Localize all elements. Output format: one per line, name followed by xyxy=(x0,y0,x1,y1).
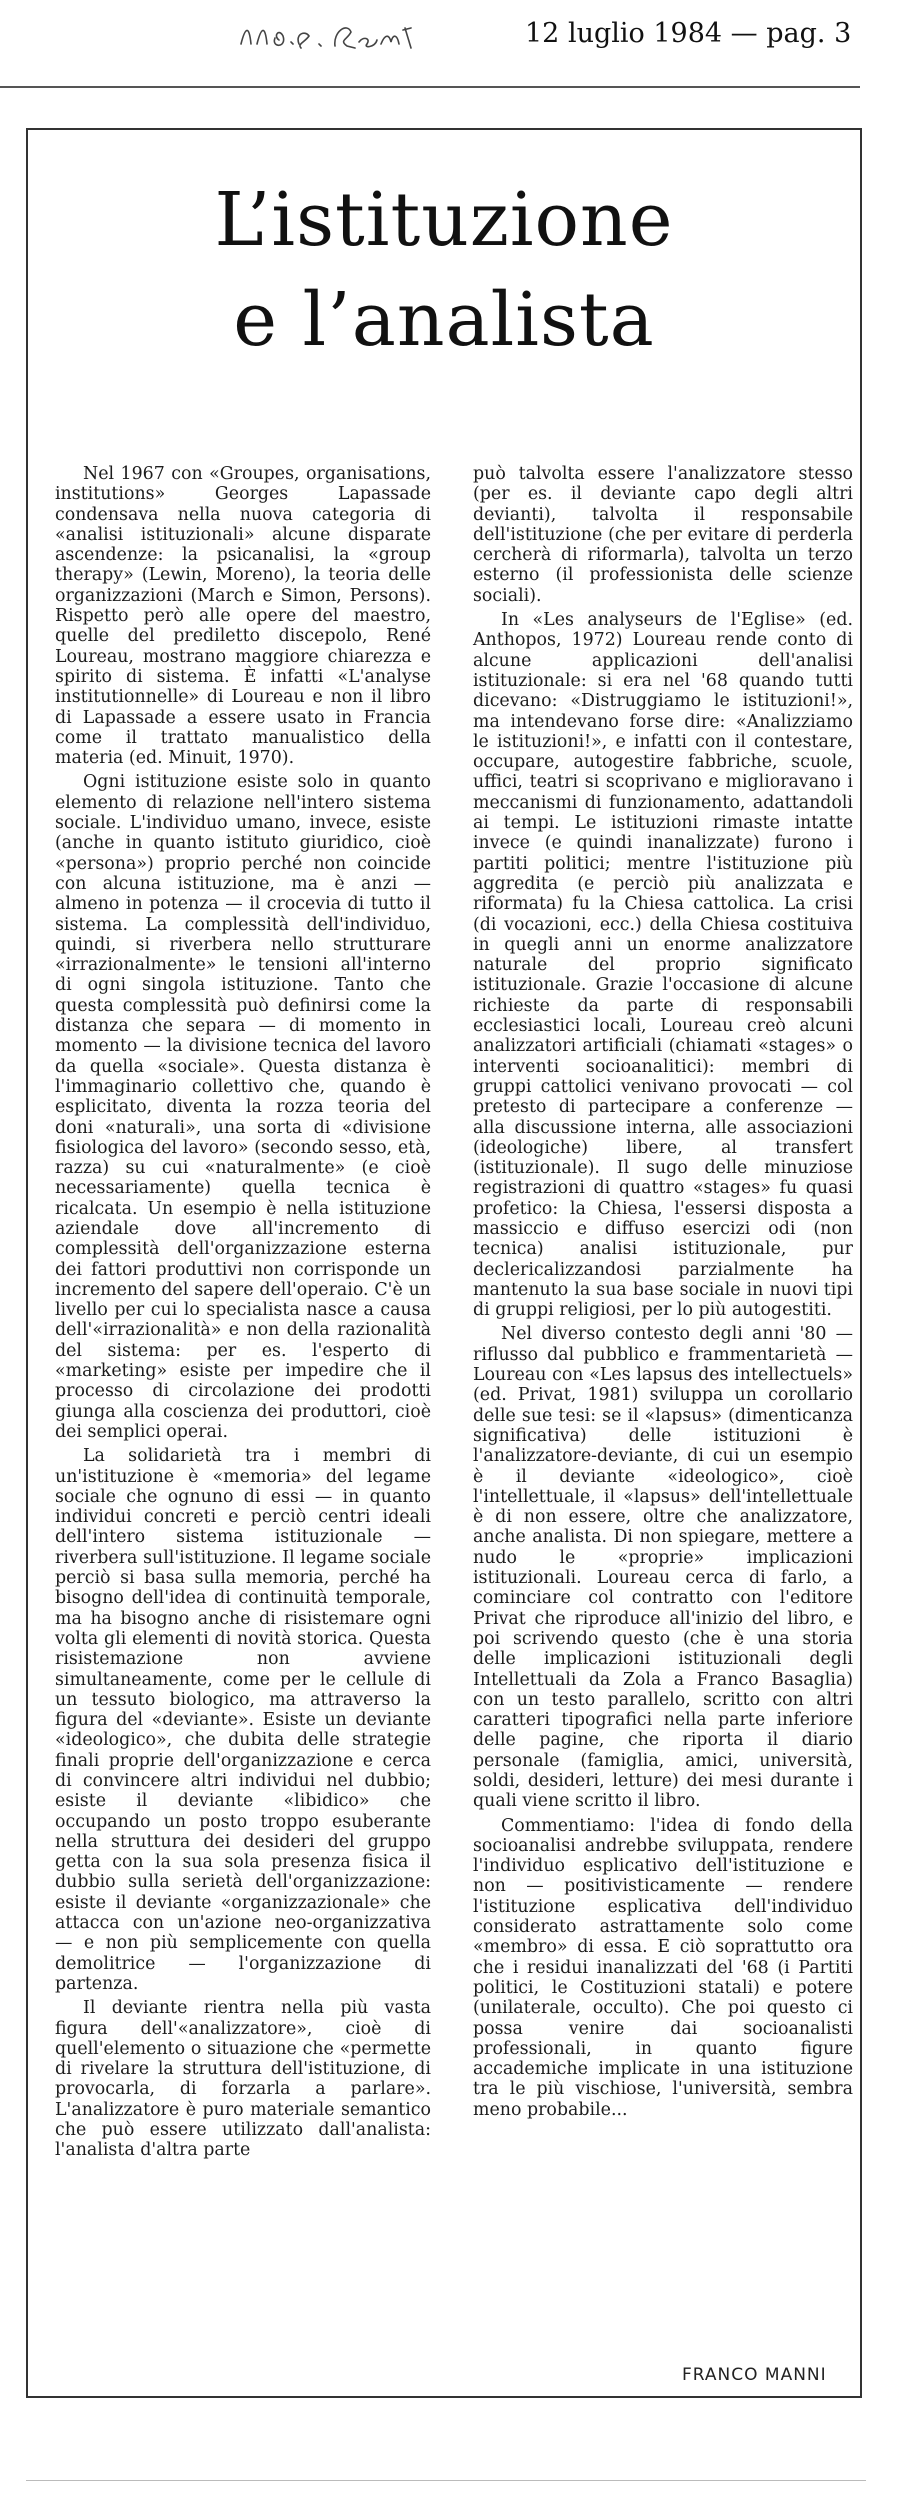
bottom-rule xyxy=(26,2480,866,2481)
paragraph: Il deviante rientra nella più vasta figura dell'«analizzatore», cioè di quell'elemento o situazione che «permette di rivelare la struttura dell'istituzione, di provocarla, di forzarla a parlare». L'analizzatore è puro materiale semantico che può essere utilizzato dall'analista: l'analista d'altra parte xyxy=(55,1998,431,2161)
paragraph: può talvolta essere l'analizzatore stesso (per es. il deviante capo degli altri devianti), talvolta il responsabile dell'istituzione (che per evitare di perderla cercherà di riformarla), talvolta un terzo esterno (il professionista delle scienze sociali). xyxy=(473,464,853,606)
author-signature: FRANCO MANNI xyxy=(682,2365,827,2385)
date-and-page: 12 luglio 1984 — pag. 3 xyxy=(525,18,852,49)
paragraph: Nel 1967 con «Groupes, organisations, institutions» Georges Lapassade condensava nella nuova categoria di «analisi istituzionali» alcune disparate ascendenze: la psicanalisi, la «group therapy» (Lewin, Moreno), la teoria delle organizzazioni (March e Simon, Persons). Rispetto però alle opere del maestro, quelle del prediletto discepolo, René Loureau, mostrano maggiore chiarezza e spirito di sistema. È infatti «L'analyse institutionnelle» di Loureau e non il libro di Lapassade a essere usato in Francia come il trattato manualistico della materia (ed. Minuit, 1970). xyxy=(55,464,431,769)
left-column xyxy=(55,464,431,2165)
paragraph: In «Les analyseurs de l'Eglise» (ed. Anthopos, 1972) Loureau rende conto di alcune applicazioni dell'analisi istituzionale: si era nel '68 quando tutti dicevano: «Distruggiamo le istituzioni!», ma intendevano forse dire: «Analizziamo le istituzioni!», e infatti con il contestare, occupare, autogestire fabbriche, scuole, uffici, teatri si scoprivano e miglioravano i meccanismi di funzionamento, adattandoli ai tempi. Le istituzioni rimaste intatte invece (e quindi inanalizzate) furono i partiti politici; mentre l'istituzione più aggredita (e perciò più analizzata e riformata) fu la Chiesa cattolica. La crisi (di vocazioni, ecc.) della Chiesa costituiva in quegli anni un enorme analizzatore naturale del proprio significato istituzionale. Grazie l'occasione di alcune richieste da parte di responsabili ecclesiastici locali, Loureau creò alcuni analizzatori artificiali (chiamati «stages» o interventi socioanalitici): membri di gruppi cattolici venivano provocati — col pretesto di partecipare a conferenze — alla discussione interna, alle associazioni (ideologiche) libere, al transfert (istituzionale). Il sugo delle minuziose registrazioni di quattro «stages» fu quasi profetico: la Chiesa, l'essersi disposta a massiccio e diffuso esercizi odi (non tecnica) analisi istituzionale, pur declericalizzandosi parzialmente ha mantenuto la sua base sociale in nuovi tipi di gruppi religiosi, per lo più autogestiti. xyxy=(473,610,853,1321)
title-line-2: e l’analista xyxy=(233,277,655,363)
handwritten-source-mark xyxy=(235,14,435,56)
paragraph: Nel diverso contesto degli anni '80 — riflusso dal pubblico e frammentarietà — Loureau con «Les lapsus des intellectuels» (ed. Privat, 1981) sviluppa un corollario delle sue tesi: se il «lapsus» (dimenticanza significativa) delle istituzioni è l'analizzatore-deviante, di cui un esempio è il deviante «ideologico», cioè l'intellettuale, il «lapsus» dell'intellettuale è di non essere, oltre che analizzatore, anche analista. Di non spiegare, mettere a nudo le «proprie» implicazioni istituzionali. Loureau cerca di farlo, a cominciare col contratto con l'editore Privat che riproduce all'inizio del libro, e poi scrivendo questo (che è una storia delle implicazioni istituzionali degli Intellettuali da Zola a Franco Basaglia) con un testo parallelo, scritto con altri caratteri tipografici nella parte inferiore delle pagine, che riporta il diario personale (famiglia, amici, università, soldi, desideri, letture) dei mesi durante i quali viene scritto il libro. xyxy=(473,1324,853,1812)
paragraph: La solidarietà tra i membri di un'istituzione è «memoria» del legame sociale che ognuno di essi — in quanto individui concreti e perciò centri ideali dell'intero sistema istituzionale — riverbera sull'istituzione. Il legame sociale perciò si basa sulla memoria, perché ha bisogno dell'idea di continuità temporale, ma ha bisogno anche di risistemare ogni volta gli elementi di novità storica. Questa risistemazione non avviene simultaneamente, come per le cellule di un tessuto biologico, ma attraverso la figura del «deviante». Esiste un deviante «ideologico», che dubita delle strategie finali proprie dell'organizzazione e cerca di convincere altri individui nel dubbio; esiste il deviante «libidico» che occupando un posto troppo esuberante nella struttura dei desideri del gruppo getta con la sua sola presenza fisica il dubbio sulla serietà dell'organizzazione: esiste il deviante «organizzazionale» che attacca con un'azione neo-organizzativa — e non più semplicemente con quella demolitrice — l'organizzazione di partenza. xyxy=(55,1446,431,1994)
title-line-1: L’istituzione xyxy=(214,177,674,263)
paragraph: Ogni istituzione esiste solo in quanto elemento di relazione nell'intero sistema sociale. L'individuo umano, invece, esiste (anche in quanto istituto giuridico, cioè «persona») proprio perché non coincide con alcuna istituzione, ma è anzi — almeno in potenza — il crocevia di tutto il sistema. La complessità dell'individuo, quindi, si riverbera nello strutturare «irrazionalmente» le tensioni all'interno di ogni singola istituzione. Tanto che questa complessità può definirsi come la distanza che separa — di momento in momento — la divisione tecnica del lavoro da quella «sociale». Questa distanza è l'immaginario collettivo che, quando è esplicitato, diventa la rozza teoria del doni «naturali», una sorta di «divisione fisiologica del lavoro» (secondo sesso, età, razza) su cui «naturalmente» (e cioè necessariamente) quella tecnica è ricalcata. Un esempio è nella istituzione aziendale dove all'incremento di complessità dell'organizzazione esterna dei fattori produttivi non corrisponde un incremento del sapere dell'operaio. C'è un livello per cui lo specialista nasce a causa dell'«irrazionalità» e non della razionalità del sistema: per es. l'esperto di «marketing» esiste per impedire che il processo di circolazione dei prodotti giunga alla coscienza dei produttori, cioè dei semplici operai. xyxy=(55,772,431,1442)
right-column xyxy=(473,464,853,2124)
paragraph: Commentiamo: l'idea di fondo della socioanalisi andrebbe sviluppata, rendere l'individuo esplicativo dell'istituzione e non — positivisticamente — rendere l'istituzione esplicativa dell'individuo considerato astrattamente solo come «membro» di essa. E ciò soprattutto ora che i residui inanalizzati del '68 (i Partiti politici, le Costituzioni statali) e potere (unilaterale, occulto). Che poi questo ci possa venire dai socioanalisti professionali, in quanto figure accademiche implicate in una istituzione tra le più vischiose, l'università, sembra meno probabile... xyxy=(473,1815,853,2120)
article-title xyxy=(26,170,862,370)
header-rule xyxy=(0,86,860,88)
